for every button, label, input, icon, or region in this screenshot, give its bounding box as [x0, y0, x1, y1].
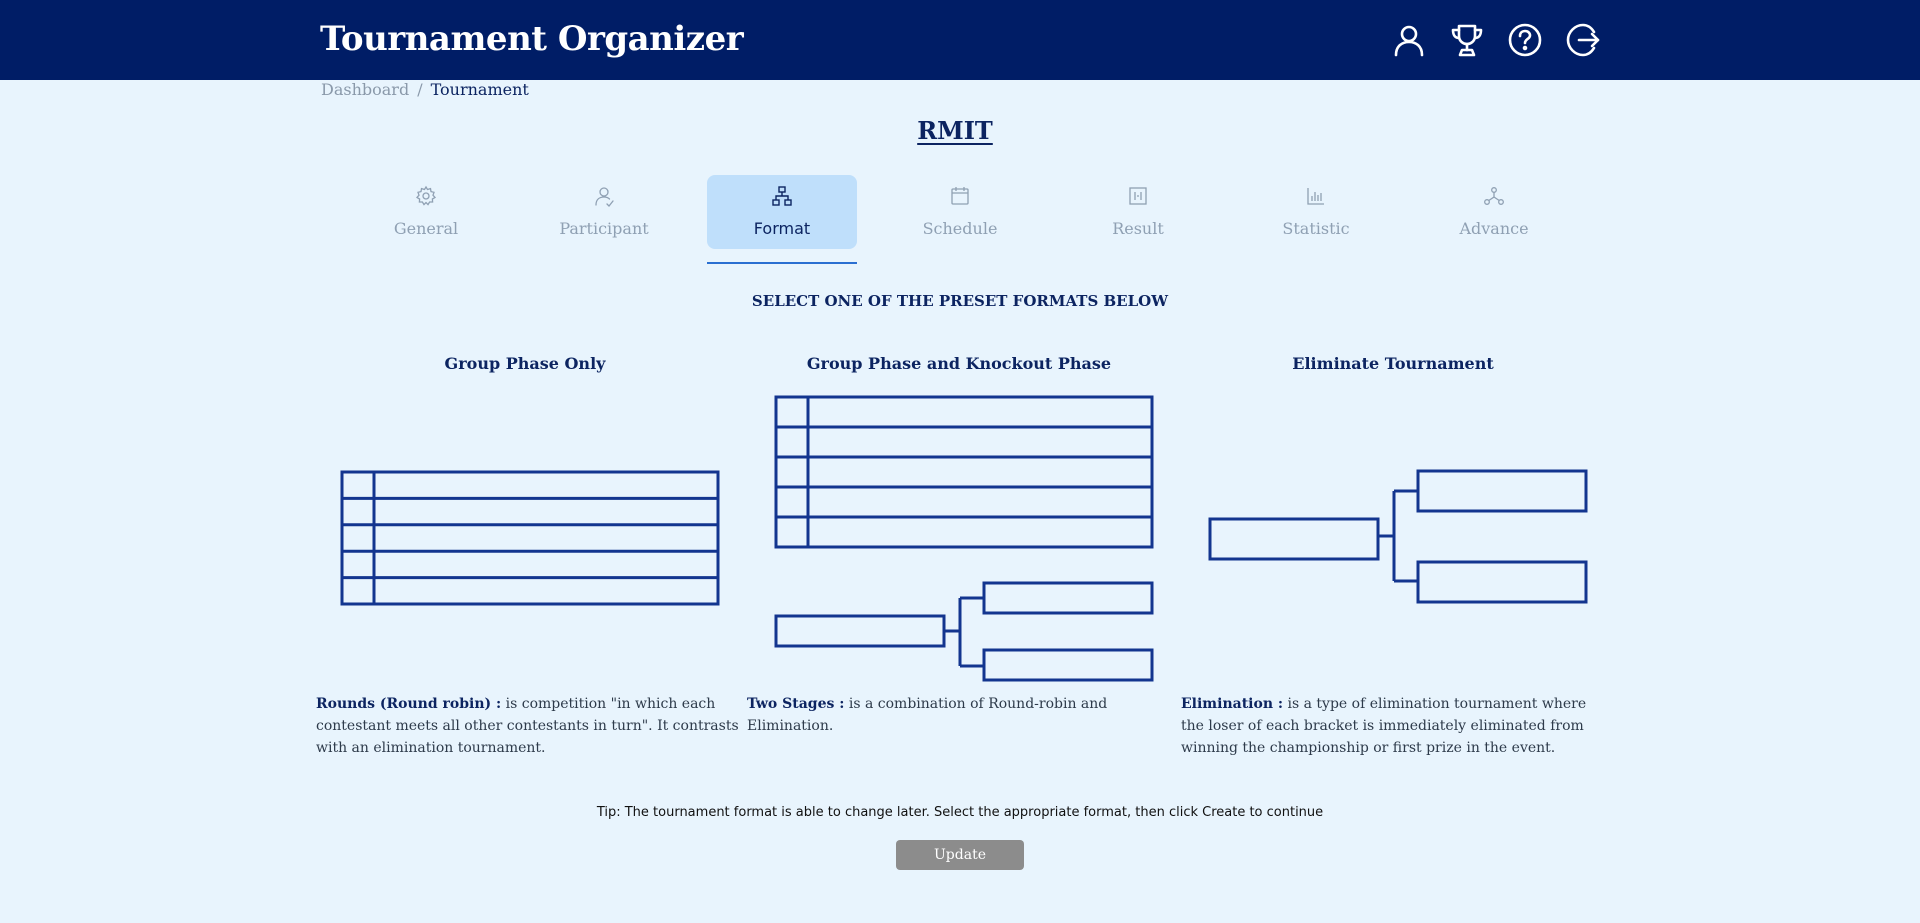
tab-participant[interactable] [529, 175, 679, 249]
format-description-round-robin [316, 693, 748, 759]
tab-result[interactable] [1063, 175, 1213, 249]
tab-schedule-label: Schedule [922, 219, 998, 238]
two-stage-bracket-diagram[interactable] [772, 578, 1156, 684]
format-tip: Tip: The tournament format is able to change later. Select the appropriate format, then click Create to continue [596, 805, 1324, 820]
result-icon [1127, 185, 1149, 207]
calendar-icon [949, 185, 971, 207]
tab-participant-label: Participant [559, 219, 649, 238]
trophy-icon[interactable] [1449, 22, 1485, 58]
participant-icon [593, 185, 615, 207]
tab-advance-label: Advance [1459, 219, 1529, 238]
format-term-elimination: Elimination : [1181, 696, 1284, 712]
format-term-two-stages: Two Stages : [747, 696, 845, 712]
network-icon [1483, 185, 1505, 207]
format-section-heading: SELECT ONE OF THE PRESET FORMATS BELOW [751, 292, 1169, 310]
format-title-elimination[interactable]: Eliminate Tournament [1292, 354, 1494, 373]
breadcrumb [321, 80, 529, 99]
gear-icon [415, 185, 437, 207]
format-title-two-stages[interactable]: Group Phase and Knockout Phase [806, 354, 1112, 373]
user-icon[interactable] [1391, 22, 1427, 58]
tab-statistic-label: Statistic [1282, 219, 1350, 238]
breadcrumb-dashboard-link[interactable]: Dashboard [321, 80, 410, 99]
tab-format-label: Format [753, 219, 811, 238]
active-tab-indicator [707, 262, 857, 264]
app-title: Tournament Organizer [320, 19, 744, 59]
two-stage-group-diagram[interactable] [772, 393, 1156, 549]
breadcrumb-current: Tournament [430, 80, 529, 99]
group-phase-diagram[interactable] [338, 468, 722, 608]
format-text-round-robin: is competition "in which each contestant meets all other contestants in turn". It contrasts with an elimination tournament. [316, 696, 739, 756]
tab-result-label: Result [1112, 219, 1164, 238]
breadcrumb-separator: / [417, 80, 423, 99]
elimination-bracket-diagram[interactable] [1206, 468, 1590, 608]
tab-general[interactable] [351, 175, 501, 249]
tab-advance[interactable] [1419, 175, 1569, 249]
format-title-group-phase[interactable]: Group Phase Only [444, 354, 606, 373]
format-term-round-robin: Rounds (Round robin) : [316, 696, 502, 712]
help-icon[interactable] [1507, 22, 1543, 58]
logout-icon[interactable] [1565, 22, 1601, 58]
hierarchy-icon [771, 185, 793, 207]
format-description-elimination [1181, 693, 1601, 759]
tab-schedule[interactable] [885, 175, 1035, 249]
tab-format[interactable] [707, 175, 857, 249]
tab-general-label: General [393, 219, 459, 238]
tournament-title: RMIT [917, 116, 993, 145]
format-text-two-stages: is a combination of Round-robin and Elimination. [747, 696, 1108, 734]
format-description-two-stages [747, 693, 1179, 737]
update-button[interactable]: Update [896, 840, 1024, 870]
format-text-elimination: is a type of elimination tournament where the loser of each bracket is immediately eliminated from winning the championship or first prize in the event. [1181, 696, 1587, 756]
bar-chart-icon [1305, 185, 1327, 207]
top-navigation-bar [0, 0, 1920, 80]
tab-statistic[interactable] [1241, 175, 1391, 249]
